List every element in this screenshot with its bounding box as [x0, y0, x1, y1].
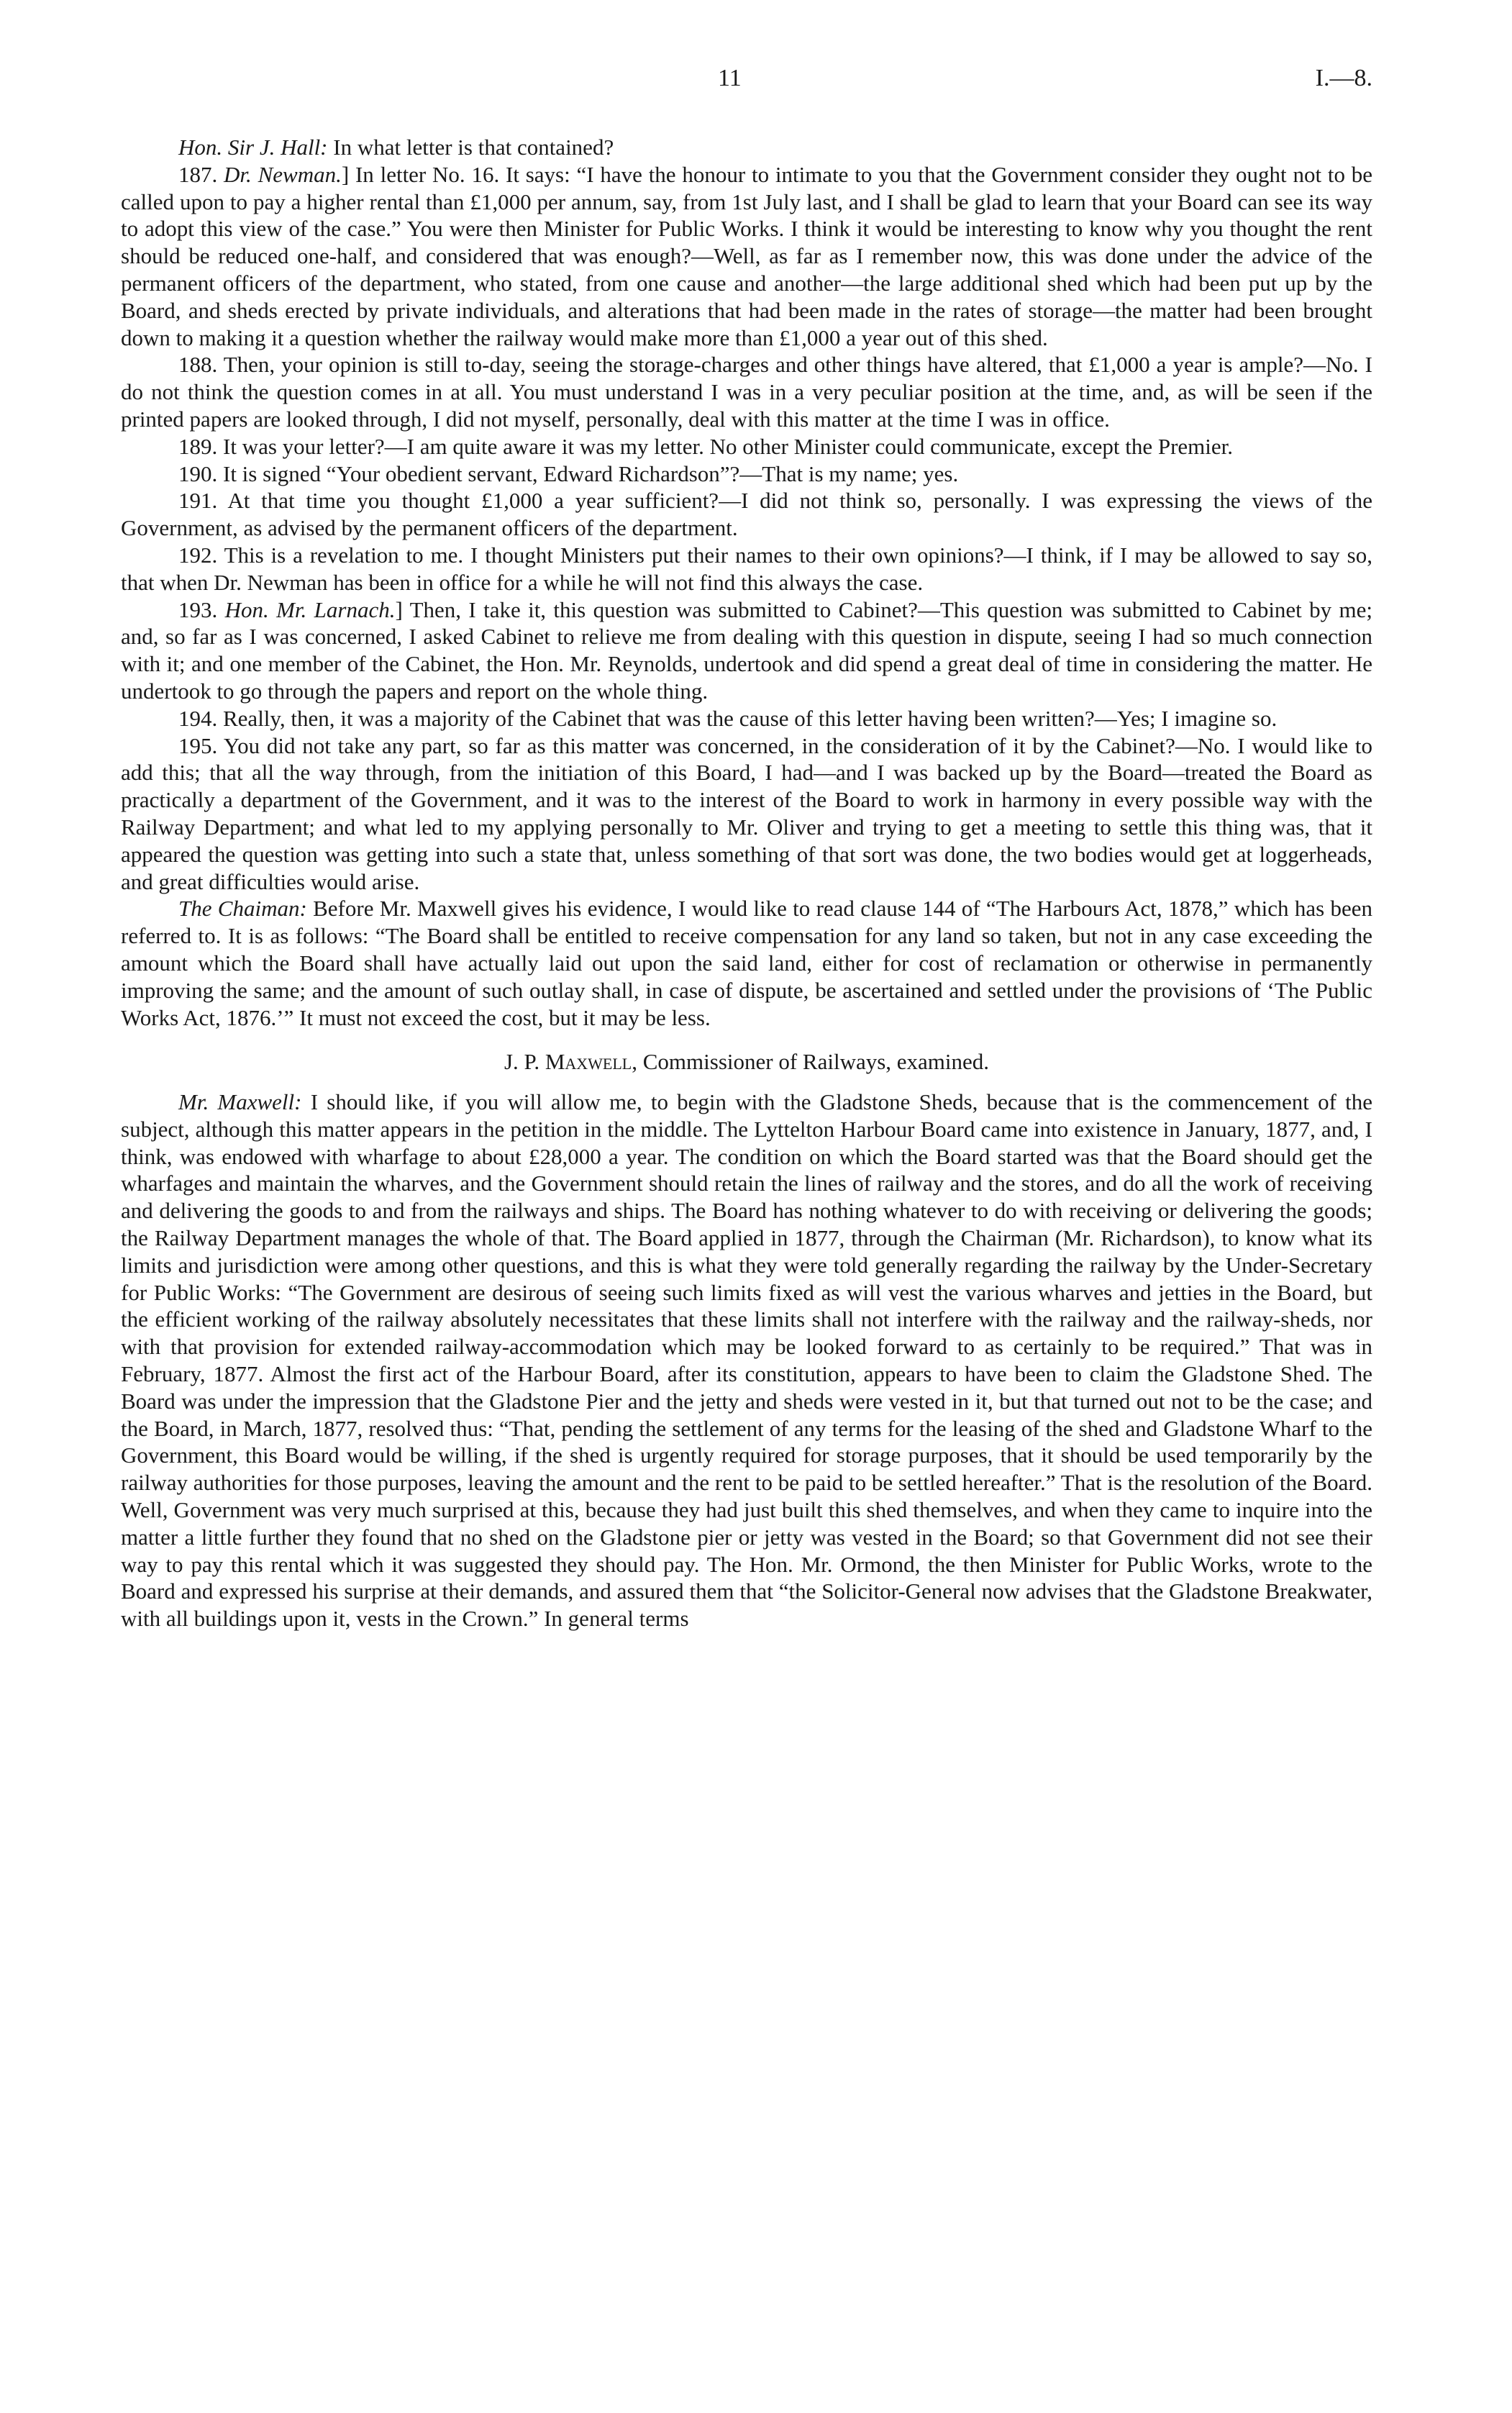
paragraph-text: I should like, if you will allow me, to begin with the Gladstone Sheds, because that is the commencement of the subject, although this matter appears in the petition in the middle. The Lyttelton Harbour Board came into existence in January, 1877, and, I think, was endowed with wharfage to about £28,000 a year. The condition on which the Board started was that the Board should get the wharfages and maintain the wharves, and the Government should retain the lines of railway and the stores, and do all the work of receiving and delivering the goods to and from the railways and ships. The Board has nothing whatever to do with receiving or delivering the goods; the Railway Department manages the whole of that. The Board applied in 1877, through the Chairman (Mr. Richardson), to know what its limits and jurisdiction were among other questions, and this is what they were told generally regarding the railway by the Under-Secretary for Public Works: “The Government are desirous of seeing such limits fixed as will vest the various wharves and jetties in the Board, but the efficient working of the railway absolutely necessitates that these limits shall not interfere with the railway and the railway-sheds, nor with that provision for extended railway-accommodation which may be looked forward to as certainly to be required.” That was in February, 1877. Almost the first act of the Harbour Board, after its constitution, appears to have been to claim the Gladstone Shed. The Board was under the impression that the Gladstone Pier and the jetty and sheds were vested in it, but that turned out not to be the case; and the Board, in March, 1877, resolved thus: “That, pending the settlement of any terms for the leasing of the shed and Gladstone Wharf to the Government, this Board would be willing, if the shed is urgently required for storage purposes, that it should be used temporarily by the railway authorities for those purposes, leaving the amount and the rent to be paid to be settled hereafter.” That is the resolution of the Board. Well, Government was very much surprised at this, because they had just built this shed themselves, and when they came to inquire into the matter a little further they found that no shed on the Gladstone pier or jetty was vested in the Board; so that Government did not see their way to pay this rental which it was suggested they should pay. The Hon. Mr. Ormond, the then Minister for Public Works, wrote to the Board and expressed his surprise at their demands, and assured them that “the Solicitor-General now advises that the Gladstone Breakwater, with all buildings upon it, vests in the Crown.” In general terms: [121, 1089, 1372, 1632]
speaker: Mr. Maxwell:: [178, 1089, 302, 1115]
page-number: 11: [718, 65, 742, 91]
paragraph-195: 195. You did not take any part, so far as this matter was concerned, in the consideration of it by the Cabinet?—No. I would like to add this; that all the way through, from the initiation of this Board, I had—and I was backed up by the Board—treated the Board as practically a department of the Government, and it was to the interest of the Board to work in harmony in every possible way with the Railway Department; and what led to my applying personally to Mr. Oliver and trying to get a meeting to settle this thing was, that it appeared the question was getting into such a state that, unless something of that sort was done, the two bodies would get at loggerheads, and great difficulties would arise.: [121, 732, 1372, 894]
paragraph-187: [121, 161, 1372, 352]
page-header: [121, 65, 1372, 108]
paragraph-194: 194. Really, then, it was a majority of the Cabinet that was the cause of this letter having been written?—Yes; I imagine so.: [178, 705, 1278, 731]
section-heading: [121, 1048, 1372, 1076]
paragraph-text: Before Mr. Maxwell gives his evidence, I would like to read clause 144 of “The Harbours Act, 1878,” which has been referred to. It is as follows: “The Board shall be entitled to receive compensation for any land so taken, but not in any case exceeding the amount which the Board shall have actually laid out upon the said land, either for cost of reclamation or otherwise in permanently improving the same; and the amount of such outlay shall, in case of dispute, be ascertained and settled under the provisions of ‘The Public Works Act, 1876.’” It must not exceed the cost, but it may be less.: [121, 896, 1372, 1030]
paragraph-188: 188. Then, your opinion is still to-day, seeing the storage-charges and other things have altered, that £1,000 a year is ample?—No. I do not think the question comes in at all. You must understand I was in a very peculiar position at the time, and, as will be seen if the printed papers are looked through, I did not myself, personally, deal with this matter at the time I was in office.: [121, 352, 1372, 432]
paragraph-text: ] Then, I take it, this question was submitted to Cabinet?—This question was submitted to Cabinet by me; and, so far as I was concerned, I asked Cabinet to relieve me from dealing with this question in dispute, seeing I had so much connection with it; and one member of the Cabinet, the Hon. Mr. Reynolds, undertook and did spend a great deal of time in considering the matter. He undertook to go through the papers and report on the whole thing.: [121, 596, 1373, 704]
speaker: Hon. Sir J. Hall:: [178, 135, 328, 160]
paragraph-193: [121, 596, 1372, 705]
paragraph-189: 189. It was your letter?—I am quite aware it was my letter. No other Minister could communicate, except the Premier.: [178, 433, 1234, 459]
paragraph-maxwell-evidence: [121, 1089, 1372, 1632]
speaker: Dr. Newman.: [224, 161, 342, 187]
paragraph-text: In what letter is that contained?: [327, 135, 614, 160]
heading-rest: , Commissioner of Railways, examined.: [632, 1049, 990, 1075]
question-number: 187.: [178, 161, 224, 187]
document-page: [121, 65, 1372, 1632]
paragraph-hall-question: [121, 134, 1372, 161]
speaker: Hon. Mr. Larnach.: [224, 596, 396, 622]
speaker: The Chaiman:: [178, 896, 307, 922]
paragraph-192: 192. This is a revelation to me. I thought Ministers put their names to their own opinions?—I think, if I may be allowed to say so, that when Dr. Newman has been in office for a while he will not find this always the case.: [121, 542, 1372, 595]
body-text: [121, 134, 1372, 1632]
heading-initials: J. P.: [504, 1049, 545, 1075]
paper-reference: I.—8.: [1315, 65, 1372, 91]
heading-name: Maxwell: [545, 1049, 632, 1075]
paragraph-191: 191. At that time you thought £1,000 a year sufficient?—I did not think so, personally. I was expressing the views of the Government, as advised by the permanent officers of the department.: [121, 488, 1372, 541]
paragraph-190: 190. It is signed “Your obedient servant, Edward Richardson”?—That is my name; yes.: [178, 460, 959, 486]
paragraph-chairman: [121, 895, 1372, 1031]
paragraph-text: ] In letter No. 16. It says: “I have the honour to intimate to you that the Government consider they ought not to be called upon to pay a higher rental than £1,000 per annum, say, from 1st July last, and I shall be glad to learn that your Board can see its way to adopt this view of the case.” You were then Minister for Public Works. I think it would be interesting to know why you thought the rent should be reduced one-half, and considered that was enough?—Well, as far as I remember now, this was done under the advice of the permanent officers of the department, who stated, from one cause and another—the large additional shed which had been put up by the Board, and sheds erected by private individuals, and alterations that had been made in the rates of storage—the matter had been brought down to making it a question whether the railway would make more than £1,000 a year out of this shed.: [121, 161, 1373, 350]
question-number: 193.: [178, 596, 225, 622]
